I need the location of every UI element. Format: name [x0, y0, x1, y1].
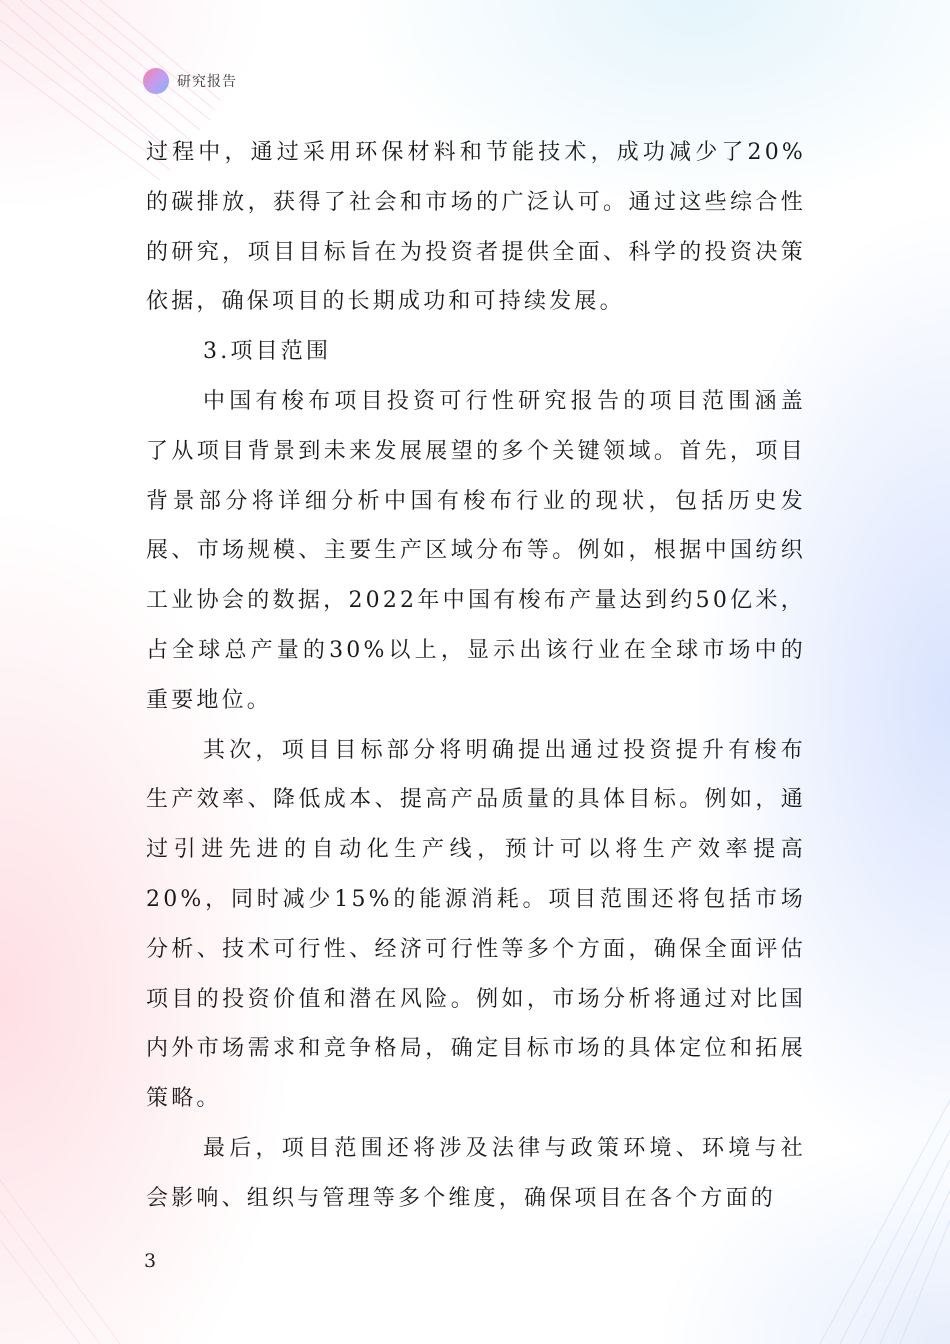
paragraph: 最后，项目范围还将涉及法律与政策环境、环境与社会影响、组织与管理等多个维度，确保项目在各个方面的	[146, 1135, 806, 1211]
paragraph: 中国有梭布项目投资可行性研究报告的项目范围涵盖了从项目背景到未来发展展望的多个关键领域。首先，项目背景部分将详细分析中国有梭布行业的现状，包括历史发展、市场规模、主要生产区域分布等。例如，根据中国纺织工业协会的数据，2022年中国有梭布产量达到约50亿米，占全球总产量的30%以上，显示出该行业在全球市场中的重要地位。	[146, 388, 806, 713]
page-number: 3	[144, 1250, 157, 1272]
paragraph: 其次，项目目标部分将明确提出通过投资提升有梭布生产效率、降低成本、提高产品质量的具体目标。例如，通过引进先进的自动化生产线，预计可以将生产效率提高20%，同时减少15%的能源消耗。项目范围还将包括市场分析、技术可行性、经济可行性等多个方面，确保全面评估项目的投资价值和潜在风险。例如，市场分析将通过对比国内外市场需求和竞争格局，确定目标市场的具体定位和拓展策略。	[146, 737, 806, 1112]
document-body	[146, 128, 806, 1224]
logo-circle-icon	[143, 68, 169, 94]
paragraph-continuation: 过程中，通过采用环保材料和节能技术，成功减少了20%的碳排放，获得了社会和市场的广泛认可。通过这些综合性的研究，项目目标旨在为投资者提供全面、科学的投资决策依据，确保项目的长期成功和可持续发展。	[146, 140, 806, 315]
report-header	[143, 67, 237, 95]
header-title: 研究报告	[177, 74, 237, 90]
section-heading: 3.项目范围	[203, 339, 332, 365]
